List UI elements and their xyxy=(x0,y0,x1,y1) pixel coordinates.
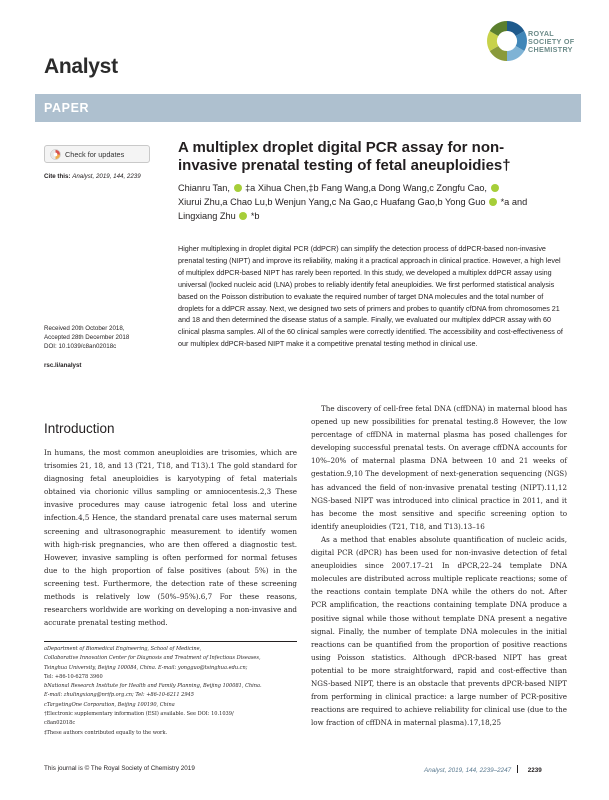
esi-note[interactable]: †Electronic supplementary information (ESI) available. See DOI: 10.1039/ xyxy=(44,711,234,718)
section-heading: Introduction xyxy=(44,421,115,436)
authors-line-1: Chianru Tan, ‡a Xihua Chen,‡b Fang Wang,a Dong Wang,c Zongfu Cao, xyxy=(178,181,568,195)
orcid-icon[interactable] xyxy=(489,198,497,206)
footnotes xyxy=(44,645,299,738)
cite-label: Cite this: xyxy=(44,173,71,180)
article-history xyxy=(44,324,174,352)
check-for-updates-button[interactable] xyxy=(44,145,150,163)
article-type-bar xyxy=(35,94,581,122)
body-column-left xyxy=(44,446,297,629)
doi[interactable]: DOI: 10.1039/c8an02018c xyxy=(44,343,117,351)
footer-citation xyxy=(424,765,542,774)
footer-journal: Analyst, 2019, 144, 2239–2247 xyxy=(424,767,512,774)
page-number: 2239 xyxy=(527,767,542,774)
footnote-divider xyxy=(44,641,297,642)
esi-doi[interactable]: c8an02018c xyxy=(44,720,76,727)
article-type-label: PAPER xyxy=(44,101,90,115)
paragraph: In humans, the most common aneuploidies are trisomies, which are trisomies 21, 18, and 13 (T21, T18, and T13).1 The gold standard for diagnosing fetal aneuploidies is karyotyping of fetal materials obtained via chorionic villus sampling or amniocentesis.2,3 These invasive procedures may cause iatrogenic fetal loss and uterine infection.4,5 Hence, the standard prenatal care uses maternal serum screening and ultrasonographic measurement to identify women with high-risk pregnancies, who are then offered a diagnostic test. However, invasive sampling is often performed for normal fetuses due to the high proportion of false positives (about 5%) in the screening test. Furthermore, the detection rate of these screening methods is relatively low (50%–95%).6,7 For these reasons, researchers worldwide are working on developing a non-invasive and accurate prenatal testing method. xyxy=(44,448,297,628)
affiliation-b-email[interactable]: E-mail: zhulingxiang@nrifp.org.cn; Tel: +86-10-6211 2945 xyxy=(44,692,194,699)
accepted-date: Accepted 28th December 2018 xyxy=(44,334,130,342)
authors-line-2: Xiurui Zhu,a Chao Lu,b Wenjun Yang,c Na Gao,c Huafang Gao,b Yong Guo *a and xyxy=(178,197,528,207)
orcid-icon[interactable] xyxy=(234,184,242,192)
body-column-right xyxy=(311,402,567,729)
orcid-icon[interactable] xyxy=(491,184,499,192)
publisher-logo-text: ROYAL SOCIETY OF CHEMISTRY xyxy=(528,29,575,55)
journal-link[interactable]: rsc.li/analyst xyxy=(44,362,82,369)
footer-divider xyxy=(517,765,518,773)
orcid-icon[interactable] xyxy=(239,212,247,220)
affiliation-a-phone: Tel: +86-10-6278 3960 xyxy=(44,673,103,680)
check-updates-label: Check for updates xyxy=(65,149,125,159)
cite-text: Analyst, 2019, 144, 2239 xyxy=(72,173,141,180)
affiliation-a-email[interactable]: Tsinghua University, Beijing 100084, China. E-mail: yongguo@tsinghua.edu.cn; xyxy=(44,664,248,671)
affiliation-a: aDepartment of Biomedical Engineering, School of Medicine, xyxy=(44,646,202,652)
citation xyxy=(44,173,141,180)
paragraph: The discovery of cell-free fetal DNA (cffDNA) in maternal blood has opened up new possibilities for prenatal testing.8 However, the low percentage of cffDNA in maternal plasma has posed challenges for developing successful prenatal tests. On average cffDNA accounts for 10%–20% of maternal plasma DNA between 10 and 21 weeks of gestation.9,10 The development of next-generation sequencing (NGS) has advanced the field of non-invasive prenatal testing (NIPT).11,12 NGS-based NIPT was introduced into clinical practice in 2011, and it has become the most sensitive and specific screening option to identify aneuploidies (T21, T18, and T13).13–16 xyxy=(311,404,567,531)
check-updates-icon xyxy=(50,149,61,160)
article-title: A multiplex droplet digital PCR assay for non-invasive prenatal testing of fetal aneuploidies† xyxy=(178,139,511,174)
affiliation-b: bNational Research Institute for Health and Family Planning, Beijing 100081, China. xyxy=(44,683,262,690)
abstract: Higher multiplexing in droplet digital PCR (ddPCR) can simplify the detection process of ddPCR-based non-invasive prenatal testing (NIPT) and improve its reliability, making it a practical approach in clinical practice. However, a high level of multiplex ddPCR-based NIPT has rarely been reported. In this study, we developed a multiplex ddPCR assay using universal (locked nucleic acid (LNA) probes to reliably identify fetal aneuploidies. We first performed statistical analysis based on the Poisson distribution to evaluate the required number of target DNA molecules and the total number of droplets for a ddPCR assay. Next, we designed two sets of primers and probes to quantify cfDNA from chromosomes 21 and 18 and then determined the disease status of a sample. Finally, we evaluated our multiplex ddPCR assay with 60 clinical plasma samples. All of the 60 clinical samples were correctly identified. The accessibility and cost-effectiveness of our multiplex ddPCR-based NIPT make it a competitive prenatal testing method in clinical use. xyxy=(178,244,563,349)
author-list xyxy=(178,181,568,223)
affiliation-c: cTargetingOne Corporation, Beijing 100190, China xyxy=(44,701,175,708)
journal-name: Analyst xyxy=(44,55,118,78)
authors-line-3: Lingxiang Zhu *b xyxy=(178,211,260,221)
affiliation-a-line: Collaborative Innovation Center for Diagnosis and Treatment of Infectious Diseases, xyxy=(44,655,261,662)
paragraph: As a method that enables absolute quantification of nucleic acids, digital PCR (dPCR) has been used for non-invasive detection of fetal aneuploidies since 2007.17–21 In dPCR,22–24 template DNA molecules are distributed across multiple replicate reactions; some of the reactions contain template DNA while the others do not. After PCR amplification, the reactions containing template DNA produce a positive signal while those without template DNA present a negative signal. Finally, the number of template DNA molecules in the initial reactions can be quantified from the proportion of positive reactions using Poisson statistics. Although dPCR-based NIPT has great potential to be more straightforward, rapid and cost-effective than NGS-based NIPT, there is an obstacle that prevents dPCR-based NIPT from performing in clinical practice: a large number of PCR-positive reactions are required to achieve reliability for clinical use (due to the low fraction of cffDNA in maternal plasma).17,18,25 xyxy=(311,534,567,728)
received-date: Received 20th October 2018, xyxy=(44,325,125,332)
footer-copyright: This journal is © The Royal Society of Chemistry 2019 xyxy=(44,765,195,772)
equal-contribution-note: ‡These authors contributed equally to the work. xyxy=(44,729,168,736)
